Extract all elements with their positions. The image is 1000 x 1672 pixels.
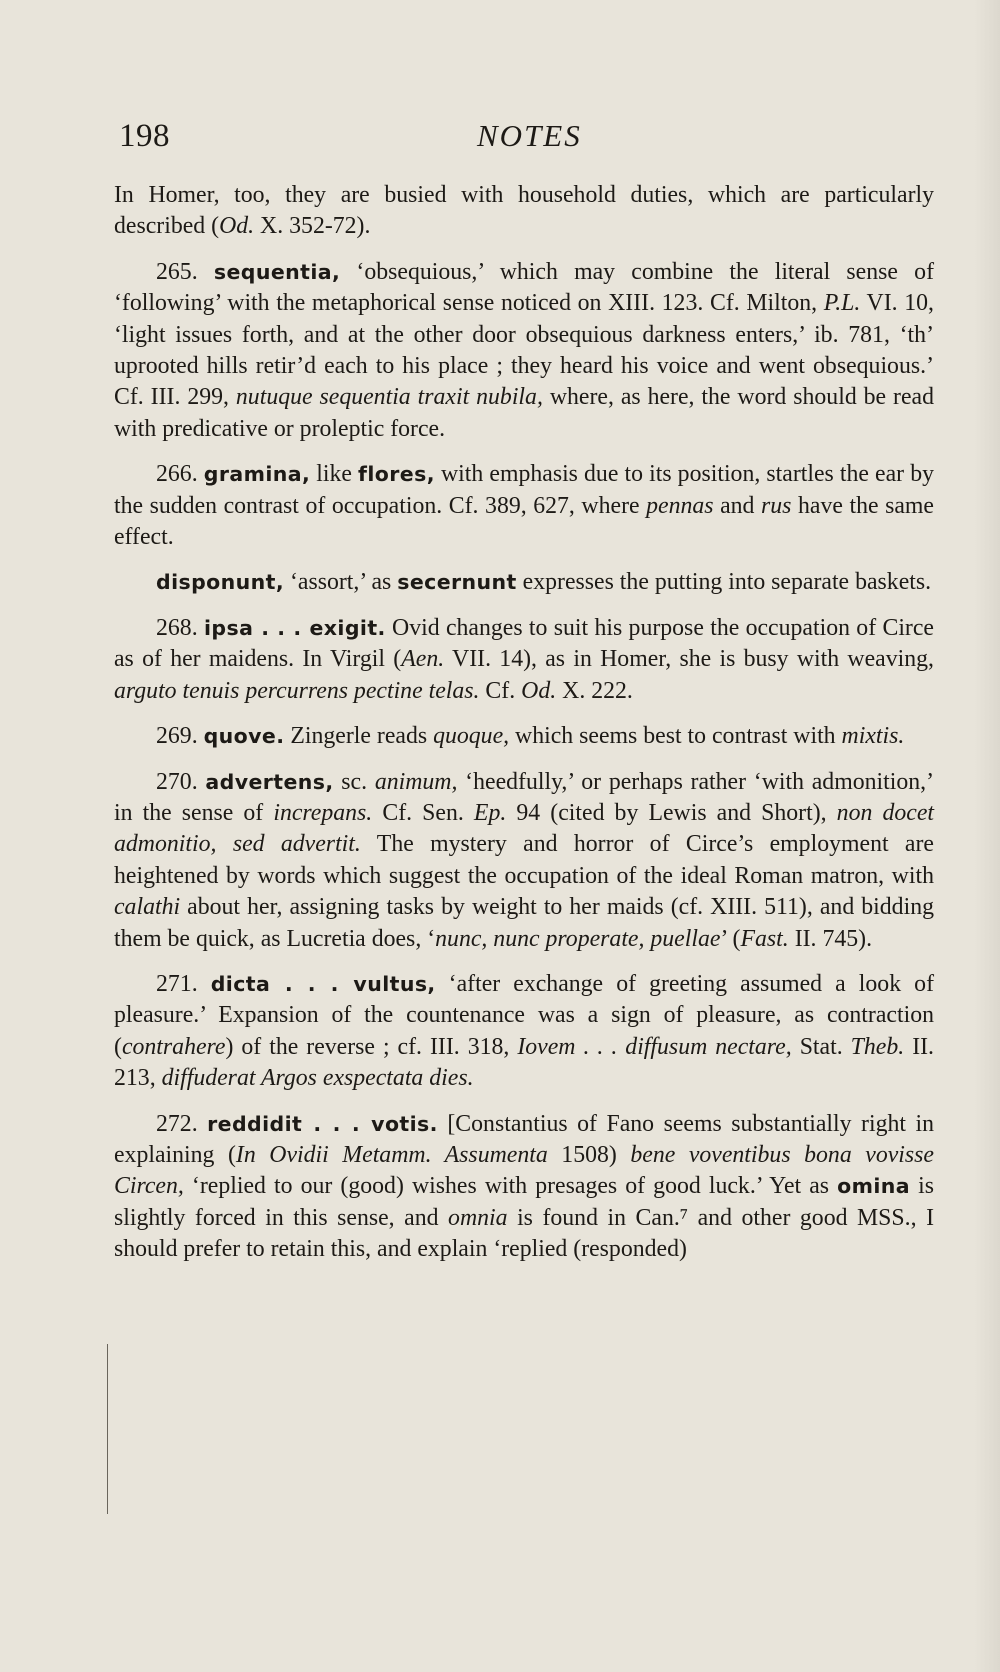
italic-text: Ep. (473, 799, 507, 826)
italic-text: increpans. (273, 799, 373, 826)
italic-text: animum, (374, 768, 458, 795)
note-text: have the same effect. (114, 492, 934, 551)
note-text: 271. (156, 970, 211, 997)
italic-text: Theb. (850, 1033, 905, 1060)
italic-text: P.L. (823, 290, 861, 317)
note-text: ‘replied to our (good) wishes with presages of good luck.’ Yet as (183, 1173, 838, 1200)
lemma-term: reddidit . . . votis. (207, 1111, 438, 1136)
note-paragraph (114, 257, 934, 445)
note-text: 1508) (547, 1141, 631, 1168)
note-text: 270. (156, 768, 206, 795)
lemma-term: quove. (203, 724, 285, 749)
italic-text: quoque, (433, 723, 510, 750)
note-paragraph (114, 721, 934, 752)
italic-text: bene voventibus bona vovisse Circen, (114, 1141, 934, 1200)
note-text: ) of the reverse ; cf. III. 318, (225, 1033, 518, 1060)
italic-text: calathi (114, 894, 181, 921)
italic-text: rus (761, 492, 792, 519)
page-number: 198 (119, 118, 170, 154)
lemma-term: flores, (358, 462, 435, 487)
note-text: X. 222. (556, 677, 633, 704)
note-text: where, as here, the word should be read with predicative or proleptic force. (114, 384, 934, 442)
note-text: Zingerle reads (284, 723, 434, 750)
note-paragraph (114, 459, 934, 553)
lemma-term: gramina, (203, 462, 311, 487)
italic-text: contrahere (121, 1033, 226, 1060)
italic-text: Od. (219, 213, 255, 240)
italic-text: pennas (646, 492, 714, 519)
page-edge-shadow (974, 0, 1000, 1672)
note-paragraph (114, 613, 934, 707)
note-text: sc. (333, 768, 375, 795)
note-text: ‘obsequious,’ which may combine the literal sense of ‘following’ with the metaphorical sense noticed on XIII. 123. Cf. Milton, (114, 258, 934, 317)
note-text: [Constantius of Fano seems substantially right in explaining ( (114, 1110, 935, 1168)
page-header (119, 118, 939, 168)
note-text: 265. (156, 258, 214, 285)
note-text: 94 (cited by Lewis and Short), (506, 799, 837, 826)
italic-text: omnia (448, 1204, 508, 1231)
italic-text: Aen. (401, 646, 445, 673)
note-text: Cf. Sen. (372, 799, 474, 826)
italic-text: nutuque sequentia traxit nubila, (235, 384, 543, 411)
note-text: and (713, 492, 762, 519)
note-text: In Homer, too, they are busied with household duties, which are particularly described ( (114, 182, 934, 240)
lemma-term: dicta . . . vultus, (210, 971, 436, 996)
note-paragraph (114, 180, 934, 243)
note-text: ‘heedfully,’ or perhaps rather ‘with admonition,’ in the sense of (114, 768, 935, 826)
note-text: ’ ( (720, 925, 741, 952)
lemma-term: omina (837, 1174, 911, 1199)
lemma-term: advertens, (205, 769, 334, 794)
note-text: 268. (156, 614, 204, 641)
lemma-term: secernunt (397, 570, 517, 595)
note-text: II. 213, (114, 1033, 935, 1092)
note-text: Stat. (791, 1033, 851, 1060)
note-text: with emphasis due to its position, startles the ear by the sudden contrast of occupation. Cf. 389, 627, where (114, 461, 934, 519)
italic-text: arguto tenuis percurrens pectine telas. (114, 677, 480, 704)
note-text: Ovid changes to suit his purpose the occupation of Circe as of her maidens. In Virgil ( (114, 614, 934, 673)
italic-text: non docet admonitio, sed advertit. (114, 799, 934, 858)
note-text: VI. 10, ‘light issues forth, and at the other door obsequious darkness enters,’ ib. 781, ‘th’ uprooted hills retir’d each to his place ; they heard his voice and went obsequious.’ Cf. III. 299, (114, 290, 935, 411)
notes-body (114, 180, 934, 1280)
running-title: NOTES (477, 118, 582, 153)
italic-text: Iovem . . . diffusum nectare, (517, 1033, 792, 1060)
note-text: The mystery and horror of Circe’s employment are heightened by words which suggest the occupation of the ideal Roman matron, with (114, 831, 934, 889)
note-text: ‘after exchange of greeting assumed a look of pleasure.’ Expansion of the countenance was a sign of pleasure, as contraction ( (114, 970, 935, 1060)
note-text: about her, assigning tasks by weight to her maids (cf. XIII. 511), and bidding them be quick, as Lucretia does, ‘ (114, 894, 934, 952)
note-text: like (310, 461, 359, 488)
lemma-term: disponunt, (156, 570, 285, 595)
note-text: is found in Can.⁷ and other good MSS., I should prefer to retain this, and explain ‘replied (responded) (114, 1204, 934, 1263)
note-text: expresses the putting into separate baskets. (516, 569, 932, 596)
note-paragraph (114, 767, 934, 955)
italic-text: Fast. (740, 925, 789, 952)
italic-text: nunc, nunc properate, puellae (435, 925, 721, 952)
note-text: 272. (156, 1110, 208, 1137)
note-text: is slightly forced in this sense, and (114, 1173, 934, 1231)
italic-text: mixtis. (841, 723, 905, 750)
italic-text: Od. (521, 677, 557, 704)
margin-rule (107, 1344, 108, 1514)
note-text: which seems best to contrast with (509, 723, 842, 750)
note-paragraph (114, 969, 934, 1095)
note-paragraph (114, 1109, 934, 1266)
note-text: 266. (156, 461, 204, 488)
note-text: VII. 14), as in Homer, she is busy with weaving, (444, 646, 934, 673)
note-text: ‘assort,’ as (284, 569, 398, 596)
lemma-term: sequentia, (213, 259, 341, 284)
note-paragraph (114, 567, 934, 598)
note-text: 269. (156, 723, 204, 750)
italic-text: In Ovidii Metamm. Assumenta (235, 1141, 548, 1168)
note-text: II. 745). (788, 925, 873, 952)
italic-text: diffuderat Argos exspectata dies. (161, 1065, 474, 1092)
note-text: X. 352-72). (254, 213, 371, 240)
note-text: Cf. (479, 677, 522, 704)
lemma-term: ipsa . . . exigit. (203, 615, 386, 640)
